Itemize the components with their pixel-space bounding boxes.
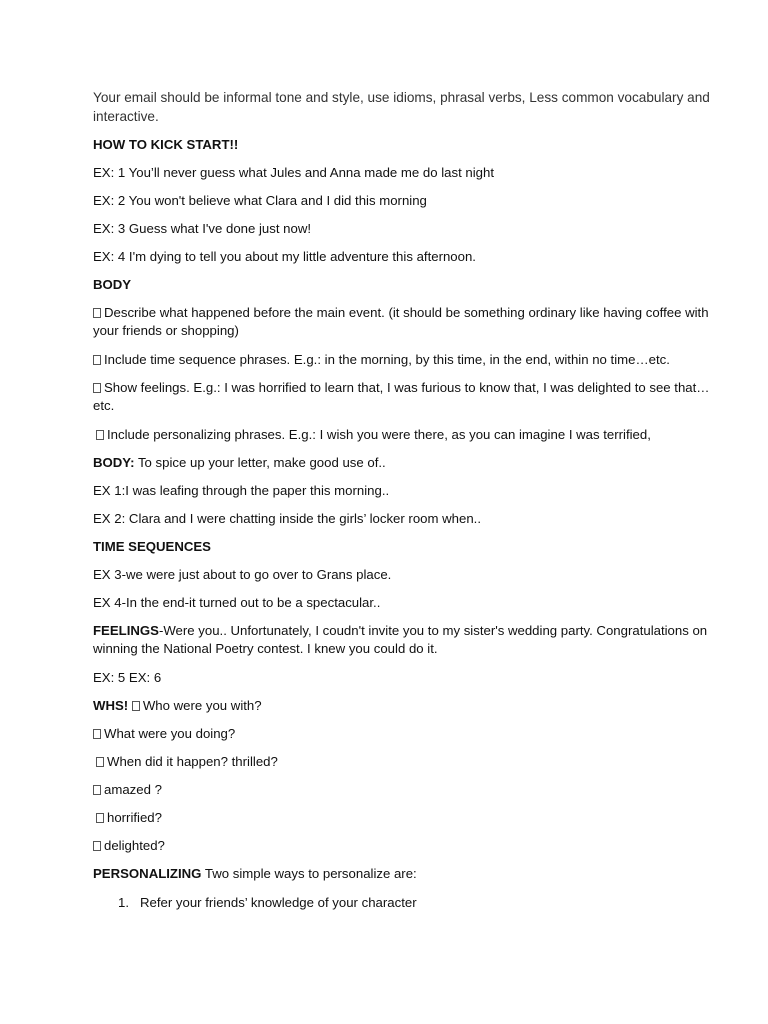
whs-item: When did it happen? thrilled? [107,754,278,769]
body-bullet-text: Include time sequence phrases. E.g.: in the morning, by this time, in the end, within no time…etc. [104,352,670,367]
personalizing-list-item-1 [118,894,738,912]
whs-item-3 [96,753,716,771]
whs-label: WHS! [93,698,129,713]
body-bullet-4 [96,426,716,444]
feelings-label: FEELINGS [93,623,159,638]
body2-example-1: EX 1:I was leafing through the paper this morning.. [93,483,390,498]
body-bullet-text: Describe what happened before the main event. (it should be something ordinary like having coffee with your friends or shopping) [93,305,709,338]
intro-paragraph: Your email should be informal tone and style, use idioms, phrasal verbs, Less common vocabulary and interactive. [93,90,710,124]
body2-text: To spice up your letter, make good use of.. [137,455,386,470]
body-bullet-1 [93,304,713,340]
kick-start-example-3: EX: 3 Guess what I've done just now! [93,221,312,236]
kick-start-example-4: EX: 4 I'm dying to tell you about my little adventure this afternoon. [93,249,476,264]
bullet-icon [93,841,101,851]
bullet-icon [96,757,104,767]
whs-item: amazed ? [104,782,162,797]
whs-item: horrified? [107,810,162,825]
whs-item-4 [93,781,713,799]
body2-label: BODY: [93,455,135,470]
personalizing-line [93,865,713,883]
whs-item: Who were you with? [142,698,262,713]
list-item-text: Refer your friends’ knowledge of your character [140,895,417,910]
feelings-paragraph [93,622,713,658]
whs-item-2 [93,725,713,743]
body-bullet-3 [93,379,713,415]
feelings-examples: EX: 5 EX: 6 [93,670,162,685]
body-bullet-text: Show feelings. E.g.: I was horrified to learn that, I was furious to know that, I was delighted to see that…etc. [93,380,710,413]
whs-item: What were you doing? [104,726,236,741]
kick-start-example-1: EX: 1 You’ll never guess what Jules and Anna made me do last night [93,165,495,180]
time-sequences-example-2: EX 4-In the end-it turned out to be a spectacular.. [93,595,381,610]
bullet-icon [132,701,140,711]
bullet-icon [93,785,101,795]
body2-example-2: EX 2: Clara and I were chatting inside the girls’ locker room when.. [93,511,481,526]
whs-item-5 [96,809,716,827]
time-sequences-heading: TIME SEQUENCES [93,539,211,554]
bullet-icon [93,383,101,393]
body-heading: BODY [93,277,132,292]
kick-start-heading: HOW TO KICK START!! [93,137,239,152]
body-bullet-text: Include personalizing phrases. E.g.: I wish you were there, as you can imagine I was terrified, [107,427,651,442]
feelings-text: -Were you.. Unfortunately, I coudn't invite you to my sister's wedding party. Congratulations on winning the National Poetry contest. I knew you could do it. [93,623,708,656]
whs-item-6 [93,837,713,855]
body-bullet-2 [93,351,713,369]
time-sequences-example-1: EX 3-we were just about to go over to Grans place. [93,567,392,582]
kick-start-example-2: EX: 2 You won't believe what Clara and I did this morning [93,193,427,208]
body2-line [93,454,713,472]
bullet-icon [96,813,104,823]
personalizing-text: Two simple ways to personalize are: [204,866,417,881]
whs-item: delighted? [104,838,165,853]
bullet-icon [93,355,101,365]
whs-line [93,697,713,715]
bullet-icon [96,430,104,440]
list-number: 1. [118,895,129,910]
personalizing-label: PERSONALIZING [93,866,202,881]
bullet-icon [93,308,101,318]
bullet-icon [93,729,101,739]
